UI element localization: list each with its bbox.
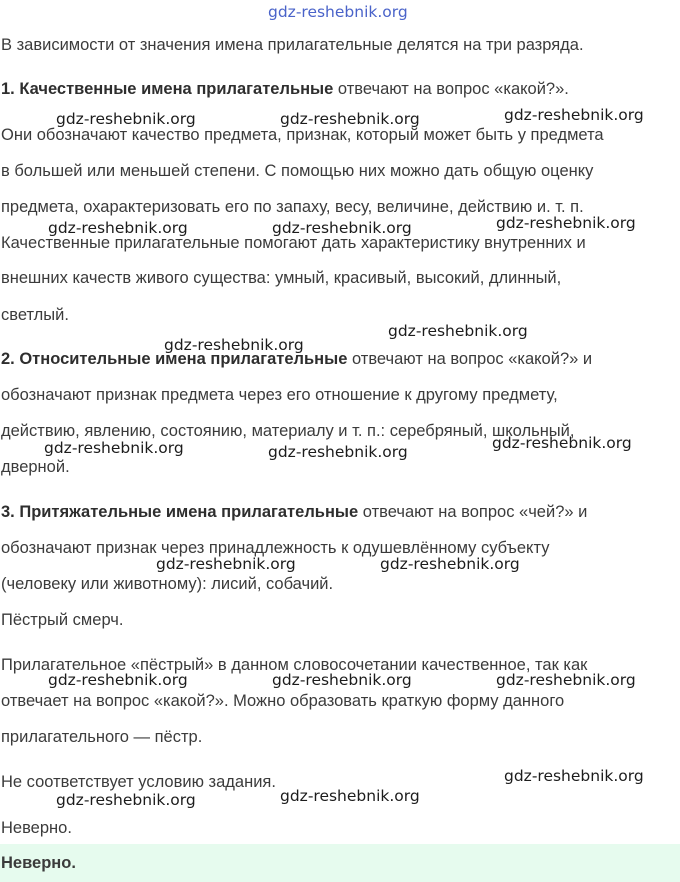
watermark: gdz-reshebnik.org <box>496 671 636 689</box>
section-2-line: действию, явлению, состоянию, материалу и т. п.: серебряный, школьный, <box>1 422 575 440</box>
section-2-line: дверной. <box>1 458 70 476</box>
section-1-line: предмета, охарактеризовать его по запаху, весу, величине, действию и. т. п. <box>1 198 584 216</box>
watermark: gdz-reshebnik.org <box>268 443 408 461</box>
watermark: gdz-reshebnik.org <box>48 671 188 689</box>
result-text: Неверно. <box>1 854 76 872</box>
section-1-line: Качественные прилагательные помогают дать характеристику внутренних и <box>1 234 586 252</box>
section-2-title: 2. Относительные имена прилагательные <box>1 350 348 368</box>
watermark: gdz-reshebnik.org <box>164 336 304 354</box>
section-1-question: отвечают на вопрос «какой?». <box>333 80 569 98</box>
section-1-title: 1. Качественные имена прилагательные <box>1 80 334 98</box>
section-1-line: Они обозначают качество предмета, признак, который может быть у предмета <box>1 126 604 144</box>
watermark: gdz-reshebnik.org <box>280 787 420 805</box>
watermark: gdz-reshebnik.org <box>388 322 528 340</box>
watermark: gdz-reshebnik.org <box>504 106 644 124</box>
section-1-heading <box>1 79 569 99</box>
watermark: gdz-reshebnik.org <box>492 434 632 452</box>
watermark: gdz-reshebnik.org <box>380 555 520 573</box>
section-3-heading <box>1 502 587 522</box>
section-3-line: обозначают признак через принадлежность к одушевлённому субъекту <box>1 539 550 557</box>
watermark: gdz-reshebnik.org <box>496 214 636 232</box>
watermark: gdz-reshebnik.org <box>272 671 412 689</box>
watermark: gdz-reshebnik.org <box>156 555 296 573</box>
result-banner <box>0 844 680 882</box>
watermark: gdz-reshebnik.org <box>56 110 196 128</box>
analysis-line: прилагательного — пёстр. <box>1 728 203 746</box>
phrase-text: Пёстрый смерч. <box>1 611 124 629</box>
section-3-question: отвечают на вопрос «чей?» и <box>358 503 588 521</box>
verdict-text: Неверно. <box>1 819 72 837</box>
section-3-title: 3. Притяжательные имена прилагательные <box>1 503 359 521</box>
watermark: gdz-reshebnik.org <box>56 791 196 809</box>
watermark-header[interactable]: gdz-reshebnik.org <box>268 3 408 21</box>
analysis-line: отвечает на вопрос «какой?». Можно образовать краткую форму данного <box>1 692 565 710</box>
analysis-line: Прилагательное «пёстрый» в данном словосочетании качественное, так как <box>1 656 588 674</box>
watermark: gdz-reshebnik.org <box>44 439 184 457</box>
section-1-line: светлый. <box>1 306 69 324</box>
conclusion-text: Не соответствует условию задания. <box>1 773 276 791</box>
watermark: gdz-reshebnik.org <box>280 110 420 128</box>
watermark: gdz-reshebnik.org <box>48 219 188 237</box>
section-2-line: обозначают признак предмета через его отношение к другому предмету, <box>1 386 558 404</box>
section-1-line: в большей или меньшей степени. С помощью них можно дать общую оценку <box>1 162 594 180</box>
section-2-question: отвечают на вопрос «какой?» и <box>347 350 593 368</box>
watermark: gdz-reshebnik.org <box>272 219 412 237</box>
watermark: gdz-reshebnik.org <box>504 767 644 785</box>
section-3-line: (человеку или животному): лисий, собачий. <box>1 575 334 593</box>
section-1-line: внешних качеств живого существа: умный, красивый, высокий, длинный, <box>1 269 562 287</box>
intro-text: В зависимости от значения имена прилагательные делятся на три разряда. <box>1 36 584 54</box>
